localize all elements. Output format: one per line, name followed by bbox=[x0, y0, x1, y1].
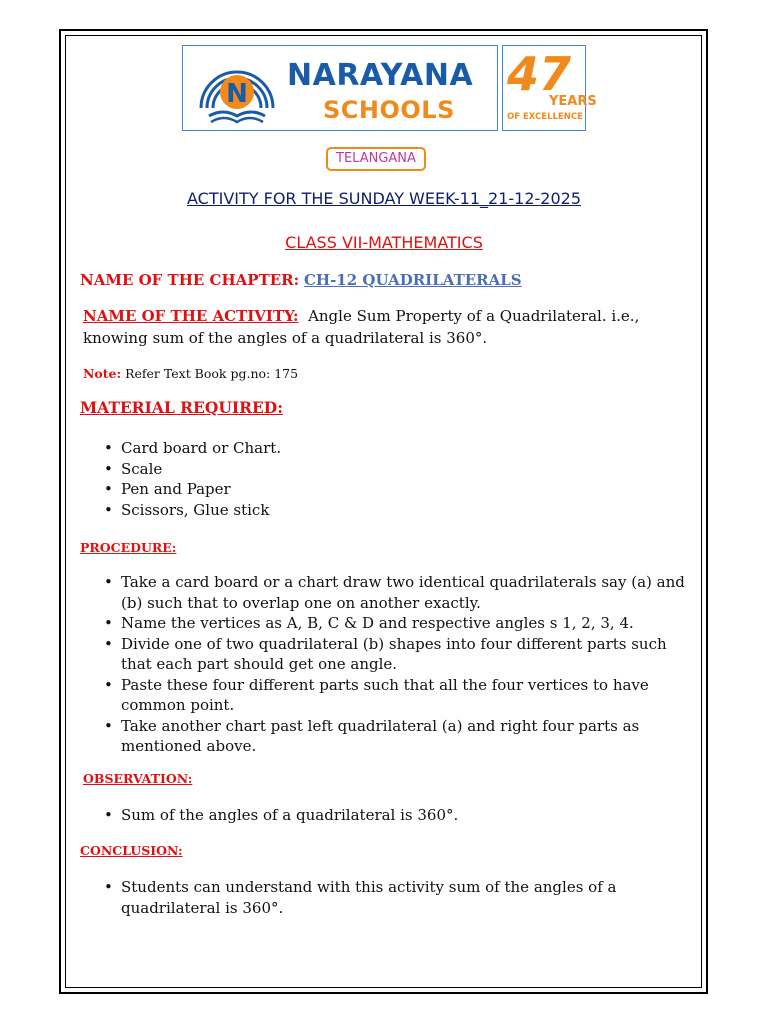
list-item: • Name the vertices as A, B, C & D and respective angles s 1, 2, 3, 4. bbox=[101, 613, 691, 634]
activity-text: Angle Sum Property of a Quadrilateral. i.e., knowing sum of the angles of a quadrilateral is 360°. bbox=[83, 307, 640, 347]
years-number: 47 bbox=[507, 47, 572, 101]
material-list bbox=[101, 438, 691, 520]
school-logo bbox=[182, 45, 498, 131]
list-item: • Paste these four different parts such that all the four vertices to have common point. bbox=[101, 675, 691, 716]
list-item: • Take a card board or a chart draw two identical quadrilaterals say (a) and (b) such that to overlap one on another exactly. bbox=[101, 572, 691, 613]
list-item: • Sum of the angles of a quadrilateral is 360°. bbox=[101, 805, 691, 826]
state-badge: TELANGANA bbox=[326, 147, 426, 171]
observation-list bbox=[101, 805, 691, 826]
chapter-value: CH-12 QUADRILATERALS bbox=[303, 271, 522, 289]
narayana-emblem-icon bbox=[191, 50, 283, 128]
activity-name bbox=[83, 305, 683, 349]
note-label: Note: bbox=[83, 366, 122, 381]
school-name: NARAYANA bbox=[287, 58, 474, 93]
list-item: • Students can understand with this activity sum of the angles of a quadrilateral is 360°. bbox=[101, 877, 691, 918]
activity-title: ACTIVITY FOR THE SUNDAY WEEK-11_21-12-2025 bbox=[186, 189, 582, 208]
svg-text:N: N bbox=[226, 79, 248, 109]
years-word: YEARS bbox=[549, 94, 597, 109]
conclusion-list bbox=[101, 877, 691, 918]
class-title: CLASS VII-MATHEMATICS bbox=[285, 233, 483, 252]
list-item: • Card board or Chart. bbox=[101, 438, 691, 459]
list-item: • Take another chart past left quadrilateral (a) and right four parts as mentioned above. bbox=[101, 716, 691, 757]
note-text: Refer Text Book pg.no: 175 bbox=[125, 366, 299, 381]
note bbox=[83, 366, 298, 381]
material-heading: MATERIAL REQUIRED: bbox=[80, 398, 283, 417]
school-subtitle: SCHOOLS bbox=[323, 96, 455, 124]
procedure-heading: PROCEDURE: bbox=[80, 540, 177, 555]
activity-label: NAME OF THE ACTIVITY: bbox=[83, 307, 299, 325]
list-item: • Divide one of two quadrilateral (b) shapes into four different parts such that each part should get one angle. bbox=[101, 634, 691, 675]
chapter-line bbox=[80, 271, 522, 289]
procedure-list bbox=[101, 572, 691, 757]
list-item: • Scissors, Glue stick bbox=[101, 500, 691, 521]
list-item: • Scale bbox=[101, 459, 691, 480]
chapter-label: NAME OF THE CHAPTER: bbox=[80, 271, 300, 289]
observation-heading: OBSERVATION: bbox=[83, 771, 193, 786]
years-subtitle: OF EXCELLENCE bbox=[507, 112, 583, 122]
conclusion-heading: CONCLUSION: bbox=[80, 843, 183, 858]
list-item: • Pen and Paper bbox=[101, 479, 691, 500]
years-logo bbox=[502, 45, 597, 131]
